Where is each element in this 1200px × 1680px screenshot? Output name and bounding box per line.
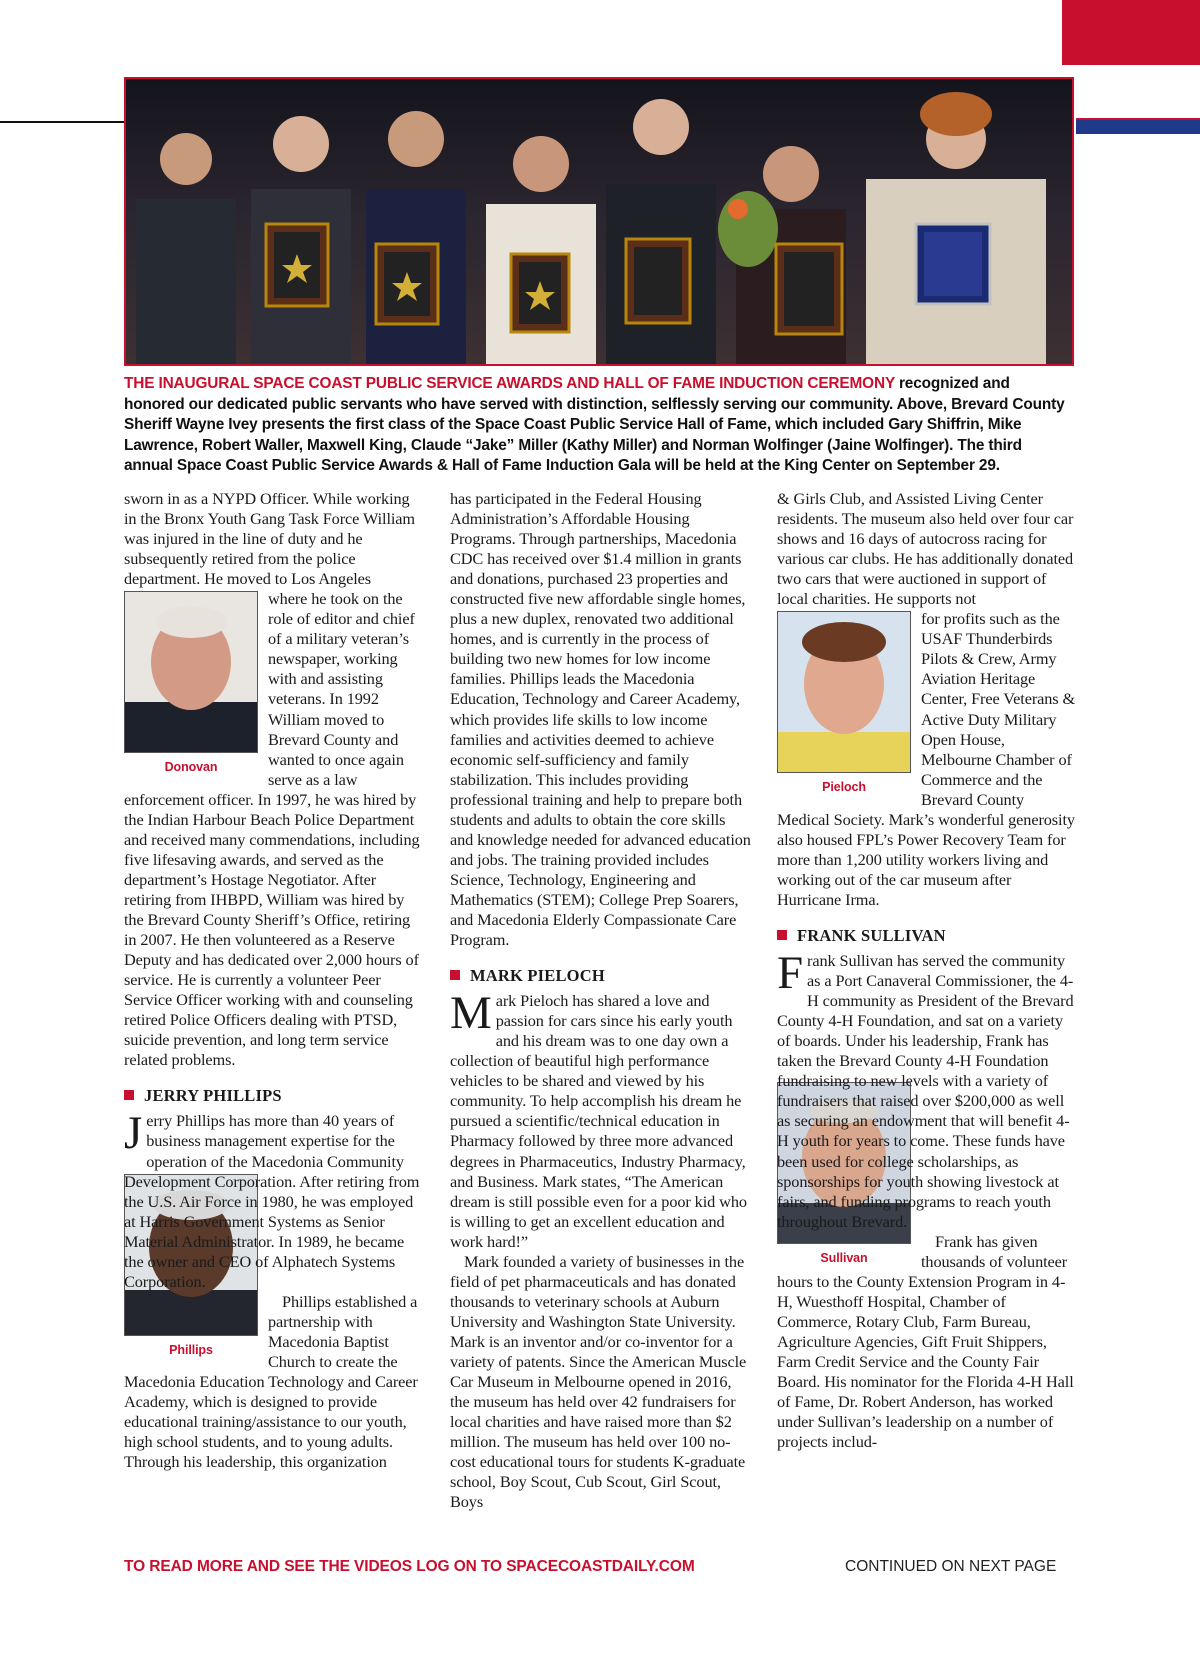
pieloch-paragraph-2: Mark founded a variety of businesses in the field of pet pharmaceuticals and has donated thousands to veterinary schools at Auburn University and Washington State University. Mark is an inventor and/or co-inventor for a variety of patents. Since the American Muscle Car Museum in Melbourne opened in 2016, the museum has held over 42 fundraisers for local charities and have raised more than $2 million. The museum has held over 100 no-cost educational tours for students K-graduate school, Boy Scout, Cub Scout, Girl Scout, Boys xyxy=(450,1251,747,1512)
donovan-text-part2: where he took on the role of editor and chief of a military veteran’s newspaper, working with and assisting veterans. In 1992 William moved to Brevard County and wanted to once again serve as a law enforcement officer. In 1997, he was hired by the Indian Harbour Beach Police Department and received many commendations, including five lifesaving awards, and served as the department’s Hostage Negotiator. After retiring from IHBPD, William was hired by the Brevard County Sheriff’s Office, retiring in 2007. He then volunteered as a Reserve Deputy and has dedicated over 2,000 hours of service. He is currently a volunteer Peer Service Officer working with and counseling retired Police Officers dealing with PTSD, suicide prevention, and long term service related problems. xyxy=(124,589,420,1070)
footer-continued: CONTINUED ON NEXT PAGE xyxy=(845,1558,1057,1575)
pieloch-portrait xyxy=(777,611,911,797)
corner-accent-blue xyxy=(1076,120,1200,134)
caption-lead: THE INAUGURAL SPACE COAST PUBLIC SERVICE AWARDS AND HALL OF FAME INDUCTION CEREMONY xyxy=(124,375,895,392)
pieloch-photo-caption: Pieloch xyxy=(822,780,866,795)
heading-bullet xyxy=(777,930,787,940)
photo-caption xyxy=(124,374,1068,477)
heading-text: JERRY PHILLIPS xyxy=(144,1086,282,1106)
heading-bullet xyxy=(450,970,460,980)
phillips-paragraph-2: Phillips established a partnership with Macedonia Baptist Church to create the Macedonia Education Technology and Career Academy, which is designed to provide educational training/assistance to our youth, high school students, and to young adults. Through his leadership, this organization xyxy=(124,1291,418,1472)
article-column-3 xyxy=(777,489,1079,1452)
sullivan-photo-caption: Sullivan xyxy=(820,1250,868,1265)
footer-website-cta[interactable]: TO READ MORE AND SEE THE VIDEOS LOG ON TO SPACECOASTDAILY.COM xyxy=(124,1558,695,1575)
donovan-text-start: sworn in as a NYPD Officer. While working in the Bronx Youth Gang Task Force William was injured in the line of duty and he subsequently retired from the police department. He moved to Los Angeles xyxy=(124,489,415,589)
heading-mark-pieloch xyxy=(450,966,752,986)
heading-jerry-phillips xyxy=(124,1086,426,1106)
header-rule xyxy=(0,121,125,123)
donovan-text-part1 xyxy=(124,489,426,589)
group-award-photo xyxy=(124,77,1074,366)
article-column-2 xyxy=(450,489,752,1512)
heading-bullet xyxy=(124,1090,134,1100)
group-photo-illustration xyxy=(126,79,1072,364)
drop-cap: F xyxy=(777,947,804,1000)
sullivan-paragraph-1: rank Sullivan has served the community as a Port Canaveral Commissioner, the 4-H community as President of the Brevard County 4-H Foundation, and sat on a variety of boards. Under his leadership, Frank has taken the Brevard County 4-H Foundation fundraising to new levels with a variety of fundraisers that raised over $200,000 as well as securing an endowment that will benefit 4-H youth for years to come. These funds have been used for college scholarships, as sponsorships for youth showing livestock at fairs, and funding programs to reach youth throughout Brevard. xyxy=(777,951,1074,1231)
phillips-photo-caption: Phillips xyxy=(169,1342,213,1357)
sullivan-paragraph-2: Frank has given thousands of volunteer hours to the County Extension Program in 4-H, Wuesthoff Hospital, Chamber of Commerce, Rotary Club, Farm Bureau, Agriculture Agencies, Gift Fruit Shippers, Farm Credit Service and the County Fair Board. His nominator for the Florida 4-H Hall of Fame, Dr. Robert Anderson, has worked under Sullivan’s leadership on a number of projects includ- xyxy=(777,1231,1074,1452)
drop-cap: J xyxy=(124,1107,143,1160)
donovan-portrait xyxy=(124,591,258,777)
heading-frank-sullivan xyxy=(777,926,1079,946)
caption-body: recognized and honored our dedicated public servants who have served with distinction, selflessly serving our community. Above, Brevard County Sheriff Wayne Ivey presents the first class of the Space Coast Public Service Hall of Fame, which included Gary Shiffrin, Mike Lawrence, Robert Waller, Maxwell King, Claude “Jake” Miller (Kathy Miller) and Norman Wolfinger (Jaine Wolfinger). The third annual Space Coast Public Service Awards & Hall of Fame Induction Gala will be held at the King Center on September 29. xyxy=(124,375,1065,474)
pieloch-continued-part1: & Girls Club, and Assisted Living Center residents. The museum also held over four car shows and 16 days of autocross racing for various car clubs. He has additionally donated two cars that were auctioned in support of local charities. He supports not xyxy=(777,489,1074,609)
article-column-1 xyxy=(124,489,426,1472)
drop-cap: M xyxy=(450,987,492,1040)
donovan-photo-caption: Donovan xyxy=(164,760,218,775)
sullivan-text xyxy=(777,947,1079,1232)
heading-text: FRANK SULLIVAN xyxy=(797,925,946,945)
pieloch-continued-part2: for profits such as the USAF Thunderbirds Pilots & Crew, Army Aviation Heritage Center, Free Veterans & Active Duty Military Open House, Melbourne Chamber of Commerce and the Brevard County Medical Society. Mark’s wonderful generosity also housed FPL’s Power Recovery Team for more than 1,200 utility workers living and working out of the car museum after Hurricane Irma. xyxy=(777,609,1076,909)
pieloch-text xyxy=(450,987,752,1252)
phillips-continued: has participated in the Federal Housing Administration’s Affordable Housing Programs. Through partnerships, Macedonia CDC has received over $1.4 million in grants and donations, purchased 23 properties and constructed five new affordable single homes, plus a new duplex, renovated two additional homes, and is currently in the process of building two new homes for low income families. Phillips leads the Macedonia Education, Technology and Career Academy, which provides life skills to low income families and activities deemed to achieve economic self-sufficiency and family stabilization. This includes providing professional training and help to prepare both students and adults to obtain the core skills and knowledge needed for advanced education and jobs. The training provided includes Science, Technology, Engineering and Mathematics (STEM); College Prep Soarers, and Macedonia Elderly Compassionate Care Program. xyxy=(450,489,751,950)
donovan-photo xyxy=(124,591,258,753)
corner-accent-red xyxy=(1062,0,1200,65)
phillips-paragraph-1: erry Phillips has more than 40 years of business management expertise for the operation of the Macedonia Community Development Corporation. After retiring from the U.S. Air Force in 1980, he was employed at Harris Government Systems as Senior Material Administrator. In 1989, he became the owner and CEO of Alphatech Systems Corporation. xyxy=(124,1111,420,1291)
pieloch-photo xyxy=(777,611,911,773)
pieloch-paragraph-1: ark Pieloch has shared a love and passion for cars since his early youth and his dream was to one day own a collection of beautiful high performance vehicles to be shared and viewed by his community. To help accomplish his dream he pursued a scientific/technical education in Pharmacy followed by three more advanced degrees in Pharmaceutics, Industry Pharmacy, and Business. Mark states, “The American dream is still possible even for a poor kid who is willing to get an excellent education and work hard!” xyxy=(450,991,747,1251)
heading-text: MARK PIELOCH xyxy=(470,966,605,986)
phillips-text xyxy=(124,1107,426,1291)
